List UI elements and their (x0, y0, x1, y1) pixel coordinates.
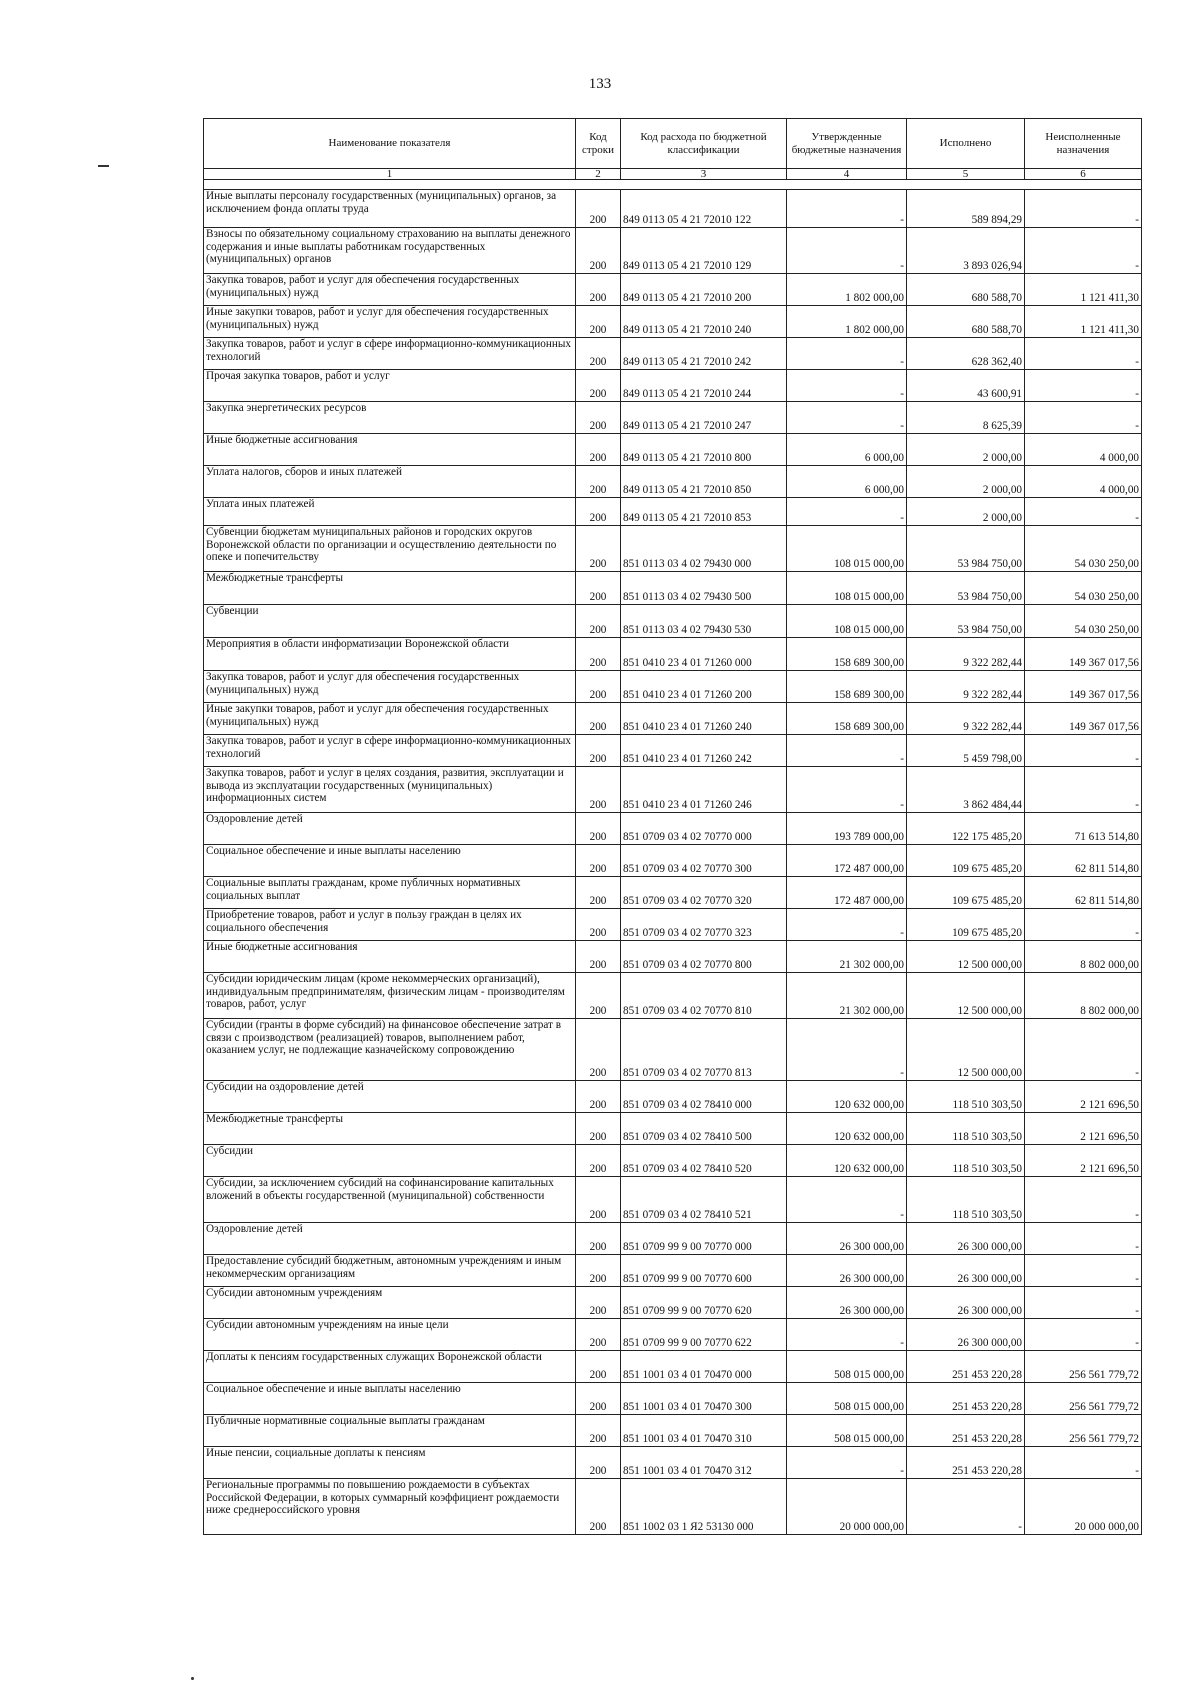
row-executed-amount: 109 675 485,20 (907, 909, 1025, 941)
row-line-code: 200 (576, 1145, 621, 1177)
row-executed-amount: 109 675 485,20 (907, 845, 1025, 877)
header-spacer (204, 180, 1142, 190)
margin-dash-mark (98, 165, 109, 167)
row-unexecuted-amount: 149 367 017,56 (1025, 671, 1142, 703)
row-approved-amount: - (787, 370, 907, 402)
row-executed-amount: 5 459 798,00 (907, 735, 1025, 767)
row-unexecuted-amount: 8 802 000,00 (1025, 973, 1142, 1019)
row-indicator-name: Социальное обеспечение и иные выплаты населению (204, 845, 576, 877)
table-body (204, 190, 1142, 1535)
row-executed-amount: 118 510 303,50 (907, 1081, 1025, 1113)
table-row (204, 735, 1142, 767)
row-indicator-name: Прочая закупка товаров, работ и услуг (204, 370, 576, 402)
table-row (204, 813, 1142, 845)
row-indicator-name: Уплата налогов, сборов и иных платежей (204, 466, 576, 498)
row-indicator-name: Закупка товаров, работ и услуг в сфере информационно-коммуникационных технологий (204, 735, 576, 767)
row-unexecuted-amount: - (1025, 1287, 1142, 1319)
row-approved-amount: - (787, 1447, 907, 1479)
row-line-code: 200 (576, 813, 621, 845)
row-indicator-name: Межбюджетные трансферты (204, 1113, 576, 1145)
row-unexecuted-amount: - (1025, 402, 1142, 434)
row-approved-amount: 26 300 000,00 (787, 1223, 907, 1255)
row-budget-code: 851 0709 03 4 02 78410 520 (621, 1145, 787, 1177)
table-row (204, 1113, 1142, 1145)
row-unexecuted-amount: 71 613 514,80 (1025, 813, 1142, 845)
row-executed-amount: 3 893 026,94 (907, 228, 1025, 274)
row-approved-amount: 26 300 000,00 (787, 1287, 907, 1319)
row-budget-code: 851 0709 03 4 02 70770 323 (621, 909, 787, 941)
row-executed-amount: 118 510 303,50 (907, 1145, 1025, 1177)
row-budget-code: 851 0709 99 9 00 70770 620 (621, 1287, 787, 1319)
row-unexecuted-amount: 2 121 696,50 (1025, 1113, 1142, 1145)
row-line-code: 200 (576, 1177, 621, 1223)
row-unexecuted-amount: - (1025, 498, 1142, 526)
row-approved-amount: 20 000 000,00 (787, 1479, 907, 1535)
row-line-code: 200 (576, 735, 621, 767)
row-indicator-name: Доплаты к пенсиям государственных служащих Воронежской области (204, 1351, 576, 1383)
row-indicator-name: Субсидии автономным учреждениям (204, 1287, 576, 1319)
row-executed-amount: 12 500 000,00 (907, 941, 1025, 973)
header-executed: Исполнено (907, 119, 1025, 169)
row-line-code: 200 (576, 228, 621, 274)
table-row (204, 274, 1142, 306)
row-unexecuted-amount: 256 561 779,72 (1025, 1415, 1142, 1447)
header-indicator-name: Наименование показателя (204, 119, 576, 169)
row-budget-code: 851 0709 99 9 00 70770 622 (621, 1319, 787, 1351)
row-unexecuted-amount: - (1025, 1177, 1142, 1223)
row-approved-amount: 21 302 000,00 (787, 941, 907, 973)
row-line-code: 200 (576, 1019, 621, 1081)
table-row (204, 306, 1142, 338)
row-budget-code: 851 0709 03 4 02 70770 800 (621, 941, 787, 973)
row-indicator-name: Приобретение товаров, работ и услуг в пользу граждан в целях их социального обеспечения (204, 909, 576, 941)
column-number: 5 (907, 169, 1025, 180)
row-line-code: 200 (576, 1479, 621, 1535)
table-row (204, 1479, 1142, 1535)
row-executed-amount: 118 510 303,50 (907, 1177, 1025, 1223)
row-executed-amount: 53 984 750,00 (907, 526, 1025, 572)
row-line-code: 200 (576, 941, 621, 973)
row-approved-amount: 172 487 000,00 (787, 877, 907, 909)
row-unexecuted-amount: - (1025, 1447, 1142, 1479)
header-unexecuted-appropriations: Неисполненные назначения (1025, 119, 1142, 169)
row-budget-code: 851 0113 03 4 02 79430 530 (621, 605, 787, 638)
row-approved-amount: - (787, 767, 907, 813)
row-executed-amount: 8 625,39 (907, 402, 1025, 434)
table-row (204, 1415, 1142, 1447)
row-budget-code: 851 0709 03 4 02 70770 813 (621, 1019, 787, 1081)
row-budget-code: 849 0113 05 4 21 72010 850 (621, 466, 787, 498)
row-budget-code: 851 1001 03 4 01 70470 310 (621, 1415, 787, 1447)
row-executed-amount: 122 175 485,20 (907, 813, 1025, 845)
row-line-code: 200 (576, 370, 621, 402)
row-approved-amount: 158 689 300,00 (787, 703, 907, 735)
row-executed-amount: 680 588,70 (907, 306, 1025, 338)
row-executed-amount: 9 322 282,44 (907, 638, 1025, 671)
table-row (204, 1287, 1142, 1319)
row-budget-code: 851 1001 03 4 01 70470 300 (621, 1383, 787, 1415)
table-row (204, 1447, 1142, 1479)
row-approved-amount: 108 015 000,00 (787, 572, 907, 605)
row-executed-amount: 26 300 000,00 (907, 1223, 1025, 1255)
row-indicator-name: Субсидии (гранты в форме субсидий) на финансовое обеспечение затрат в связи с производством (реализацией) товаров, выполнением работ, оказанием услуг, не подлежащие казначейскому сопровождению (204, 1019, 576, 1081)
row-unexecuted-amount: 2 121 696,50 (1025, 1145, 1142, 1177)
table-row (204, 434, 1142, 466)
table-row (204, 767, 1142, 813)
row-approved-amount: 6 000,00 (787, 466, 907, 498)
row-budget-code: 851 0709 99 9 00 70770 000 (621, 1223, 787, 1255)
row-line-code: 200 (576, 703, 621, 735)
table-row (204, 1319, 1142, 1351)
row-approved-amount: - (787, 1019, 907, 1081)
row-unexecuted-amount: 20 000 000,00 (1025, 1479, 1142, 1535)
row-unexecuted-amount: - (1025, 767, 1142, 813)
row-budget-code: 849 0113 05 4 21 72010 247 (621, 402, 787, 434)
table-row (204, 1351, 1142, 1383)
row-approved-amount: 193 789 000,00 (787, 813, 907, 845)
row-approved-amount: - (787, 735, 907, 767)
row-indicator-name: Субсидии, за исключением субсидий на софинансирование капитальных вложений в объекты государственной (муниципальной) собственности (204, 1177, 576, 1223)
row-approved-amount: 120 632 000,00 (787, 1113, 907, 1145)
row-executed-amount: 589 894,29 (907, 190, 1025, 228)
row-unexecuted-amount: 54 030 250,00 (1025, 572, 1142, 605)
row-budget-code: 851 0410 23 4 01 71260 200 (621, 671, 787, 703)
row-executed-amount: 53 984 750,00 (907, 572, 1025, 605)
row-unexecuted-amount: 62 811 514,80 (1025, 877, 1142, 909)
table-row (204, 338, 1142, 370)
row-executed-amount: 109 675 485,20 (907, 877, 1025, 909)
row-executed-amount: 680 588,70 (907, 274, 1025, 306)
row-executed-amount: 43 600,91 (907, 370, 1025, 402)
row-indicator-name: Социальные выплаты гражданам, кроме публичных нормативных социальных выплат (204, 877, 576, 909)
table-row (204, 228, 1142, 274)
row-approved-amount: 1 802 000,00 (787, 274, 907, 306)
row-indicator-name: Закупка товаров, работ и услуг в сфере информационно-коммуникационных технологий (204, 338, 576, 370)
row-line-code: 200 (576, 909, 621, 941)
column-number: 3 (621, 169, 787, 180)
row-unexecuted-amount: 4 000,00 (1025, 466, 1142, 498)
row-budget-code: 851 0113 03 4 02 79430 500 (621, 572, 787, 605)
row-line-code: 200 (576, 1081, 621, 1113)
table-row (204, 941, 1142, 973)
row-approved-amount: - (787, 338, 907, 370)
table-row (204, 402, 1142, 434)
row-executed-amount: 9 322 282,44 (907, 703, 1025, 735)
row-indicator-name: Иные пенсии, социальные доплаты к пенсиям (204, 1447, 576, 1479)
row-budget-code: 851 0709 03 4 02 78410 500 (621, 1113, 787, 1145)
row-approved-amount: 508 015 000,00 (787, 1415, 907, 1447)
table-row (204, 973, 1142, 1019)
row-line-code: 200 (576, 306, 621, 338)
row-approved-amount: - (787, 190, 907, 228)
row-budget-code: 851 1002 03 1 Я2 53130 000 (621, 1479, 787, 1535)
row-unexecuted-amount: 256 561 779,72 (1025, 1383, 1142, 1415)
row-line-code: 200 (576, 1351, 621, 1383)
row-indicator-name: Субвенции бюджетам муниципальных районов и городских округов Воронежской области по организации и осуществлению деятельности по опеке и попечительству (204, 526, 576, 572)
row-indicator-name: Межбюджетные трансферты (204, 572, 576, 605)
row-budget-code: 851 0709 03 4 02 78410 521 (621, 1177, 787, 1223)
row-approved-amount: 26 300 000,00 (787, 1255, 907, 1287)
row-unexecuted-amount: - (1025, 190, 1142, 228)
row-approved-amount: 158 689 300,00 (787, 638, 907, 671)
row-indicator-name: Публичные нормативные социальные выплаты гражданам (204, 1415, 576, 1447)
row-indicator-name: Мероприятия в области информатизации Воронежской области (204, 638, 576, 671)
row-indicator-name: Иные выплаты персоналу государственных (муниципальных) органов, за исключением фонда оплаты труда (204, 190, 576, 228)
row-line-code: 200 (576, 274, 621, 306)
row-indicator-name: Субсидии автономным учреждениям на иные цели (204, 1319, 576, 1351)
header-budget-classification-code: Код расхода по бюджетной классификации (621, 119, 787, 169)
row-approved-amount: 158 689 300,00 (787, 671, 907, 703)
row-unexecuted-amount: 62 811 514,80 (1025, 845, 1142, 877)
row-unexecuted-amount: 54 030 250,00 (1025, 605, 1142, 638)
row-line-code: 200 (576, 638, 621, 671)
table-row (204, 1019, 1142, 1081)
row-approved-amount: - (787, 402, 907, 434)
table-row (204, 1223, 1142, 1255)
table-row (204, 498, 1142, 526)
row-unexecuted-amount: - (1025, 1019, 1142, 1081)
row-line-code: 200 (576, 1255, 621, 1287)
row-unexecuted-amount: 54 030 250,00 (1025, 526, 1142, 572)
row-unexecuted-amount: 149 367 017,56 (1025, 638, 1142, 671)
row-indicator-name: Взносы по обязательному социальному страхованию на выплаты денежного содержания и иные выплаты работникам государственных (муниципальных) органов (204, 228, 576, 274)
row-line-code: 200 (576, 1223, 621, 1255)
row-indicator-name: Субвенции (204, 605, 576, 638)
table-row (204, 877, 1142, 909)
row-indicator-name: Предоставление субсидий бюджетным, автономным учреждениям и иным некоммерческим организациям (204, 1255, 576, 1287)
row-budget-code: 851 0410 23 4 01 71260 240 (621, 703, 787, 735)
row-executed-amount: 628 362,40 (907, 338, 1025, 370)
row-budget-code: 849 0113 05 4 21 72010 200 (621, 274, 787, 306)
table-row (204, 1145, 1142, 1177)
table-row (204, 370, 1142, 402)
row-indicator-name: Иные закупки товаров, работ и услуг для обеспечения государственных (муниципальных) нужд (204, 703, 576, 735)
row-unexecuted-amount: 2 121 696,50 (1025, 1081, 1142, 1113)
table-row (204, 1383, 1142, 1415)
row-unexecuted-amount: - (1025, 1319, 1142, 1351)
row-approved-amount: 108 015 000,00 (787, 526, 907, 572)
row-executed-amount: 53 984 750,00 (907, 605, 1025, 638)
row-budget-code: 849 0113 05 4 21 72010 244 (621, 370, 787, 402)
row-executed-amount: 251 453 220,28 (907, 1383, 1025, 1415)
row-executed-amount: 26 300 000,00 (907, 1255, 1025, 1287)
table-row (204, 190, 1142, 228)
row-budget-code: 849 0113 05 4 21 72010 240 (621, 306, 787, 338)
row-indicator-name: Уплата иных платежей (204, 498, 576, 526)
table-row (204, 845, 1142, 877)
row-budget-code: 851 0709 03 4 02 70770 320 (621, 877, 787, 909)
row-executed-amount: 12 500 000,00 (907, 1019, 1025, 1081)
row-unexecuted-amount: - (1025, 228, 1142, 274)
row-approved-amount: - (787, 498, 907, 526)
row-unexecuted-amount: - (1025, 370, 1142, 402)
header-line-code: Код строки (576, 119, 621, 169)
row-budget-code: 851 0410 23 4 01 71260 246 (621, 767, 787, 813)
table-row (204, 671, 1142, 703)
row-line-code: 200 (576, 190, 621, 228)
row-line-code: 200 (576, 572, 621, 605)
row-line-code: 200 (576, 1287, 621, 1319)
row-indicator-name: Оздоровление детей (204, 813, 576, 845)
row-approved-amount: 21 302 000,00 (787, 973, 907, 1019)
row-line-code: 200 (576, 767, 621, 813)
row-line-code: 200 (576, 498, 621, 526)
row-indicator-name: Иные закупки товаров, работ и услуг для обеспечения государственных (муниципальных) нужд (204, 306, 576, 338)
row-approved-amount: - (787, 1319, 907, 1351)
row-indicator-name: Закупка товаров, работ и услуг в целях создания, развития, эксплуатации и вывода из эксплуатации государственных (муниципальных) информационных систем (204, 767, 576, 813)
row-executed-amount: 2 000,00 (907, 434, 1025, 466)
row-unexecuted-amount: 256 561 779,72 (1025, 1351, 1142, 1383)
row-budget-code: 851 0113 03 4 02 79430 000 (621, 526, 787, 572)
row-line-code: 200 (576, 526, 621, 572)
column-number: 1 (204, 169, 576, 180)
row-executed-amount: 2 000,00 (907, 466, 1025, 498)
row-indicator-name: Региональные программы по повышению рождаемости в субъектах Российской Федерации, в которых суммарный коэффициент рождаемости ниже среднероссийского уровня (204, 1479, 576, 1535)
row-budget-code: 851 1001 03 4 01 70470 312 (621, 1447, 787, 1479)
row-executed-amount: 12 500 000,00 (907, 973, 1025, 1019)
row-approved-amount: 120 632 000,00 (787, 1081, 907, 1113)
column-number: 6 (1025, 169, 1142, 180)
row-line-code: 200 (576, 1383, 621, 1415)
row-approved-amount: 120 632 000,00 (787, 1145, 907, 1177)
row-budget-code: 851 0709 03 4 02 70770 000 (621, 813, 787, 845)
margin-dot-mark (191, 1677, 194, 1680)
row-budget-code: 851 1001 03 4 01 70470 000 (621, 1351, 787, 1383)
row-line-code: 200 (576, 605, 621, 638)
row-indicator-name: Закупка товаров, работ и услуг для обеспечения государственных (муниципальных) нужд (204, 274, 576, 306)
row-executed-amount: 9 322 282,44 (907, 671, 1025, 703)
row-budget-code: 849 0113 05 4 21 72010 129 (621, 228, 787, 274)
row-line-code: 200 (576, 1319, 621, 1351)
row-indicator-name: Субсидии (204, 1145, 576, 1177)
row-indicator-name: Закупка товаров, работ и услуг для обеспечения государственных (муниципальных) нужд (204, 671, 576, 703)
row-executed-amount: - (907, 1479, 1025, 1535)
row-line-code: 200 (576, 973, 621, 1019)
row-executed-amount: 251 453 220,28 (907, 1351, 1025, 1383)
row-unexecuted-amount: - (1025, 909, 1142, 941)
row-unexecuted-amount: 149 367 017,56 (1025, 703, 1142, 735)
table-row (204, 466, 1142, 498)
row-budget-code: 849 0113 05 4 21 72010 853 (621, 498, 787, 526)
row-approved-amount: 508 015 000,00 (787, 1383, 907, 1415)
row-approved-amount: 1 802 000,00 (787, 306, 907, 338)
budget-execution-table (203, 118, 1142, 1535)
header-approved-appropriations: Утвержденные бюджетные назначения (787, 119, 907, 169)
row-approved-amount: 508 015 000,00 (787, 1351, 907, 1383)
row-approved-amount: 172 487 000,00 (787, 845, 907, 877)
table-row (204, 638, 1142, 671)
row-indicator-name: Иные бюджетные ассигнования (204, 941, 576, 973)
row-unexecuted-amount: 4 000,00 (1025, 434, 1142, 466)
row-indicator-name: Субсидии на оздоровление детей (204, 1081, 576, 1113)
table-row (204, 1177, 1142, 1223)
row-executed-amount: 26 300 000,00 (907, 1319, 1025, 1351)
row-executed-amount: 251 453 220,28 (907, 1447, 1025, 1479)
table-row (204, 605, 1142, 638)
page-number: 133 (588, 76, 612, 92)
row-line-code: 200 (576, 1415, 621, 1447)
row-budget-code: 851 0709 03 4 02 78410 000 (621, 1081, 787, 1113)
row-line-code: 200 (576, 434, 621, 466)
row-line-code: 200 (576, 338, 621, 370)
row-budget-code: 849 0113 05 4 21 72010 122 (621, 190, 787, 228)
row-approved-amount: - (787, 228, 907, 274)
row-budget-code: 851 0709 03 4 02 70770 810 (621, 973, 787, 1019)
row-unexecuted-amount: 1 121 411,30 (1025, 274, 1142, 306)
row-executed-amount: 26 300 000,00 (907, 1287, 1025, 1319)
row-line-code: 200 (576, 402, 621, 434)
row-approved-amount: - (787, 1177, 907, 1223)
row-indicator-name: Иные бюджетные ассигнования (204, 434, 576, 466)
row-line-code: 200 (576, 845, 621, 877)
column-number: 4 (787, 169, 907, 180)
row-indicator-name: Субсидии юридическим лицам (кроме некоммерческих организаций), индивидуальным предпринимателям, физическим лицам - производителям товаров, работ, услуг (204, 973, 576, 1019)
row-approved-amount: - (787, 909, 907, 941)
row-line-code: 200 (576, 1447, 621, 1479)
row-budget-code: 849 0113 05 4 21 72010 800 (621, 434, 787, 466)
row-unexecuted-amount: 1 121 411,30 (1025, 306, 1142, 338)
row-budget-code: 851 0410 23 4 01 71260 242 (621, 735, 787, 767)
row-budget-code: 851 0410 23 4 01 71260 000 (621, 638, 787, 671)
table-row (204, 526, 1142, 572)
row-indicator-name: Социальное обеспечение и иные выплаты населению (204, 1383, 576, 1415)
row-line-code: 200 (576, 877, 621, 909)
row-line-code: 200 (576, 466, 621, 498)
row-budget-code: 851 0709 99 9 00 70770 600 (621, 1255, 787, 1287)
row-unexecuted-amount: - (1025, 338, 1142, 370)
table-header (204, 119, 1142, 190)
row-approved-amount: 108 015 000,00 (787, 605, 907, 638)
row-unexecuted-amount: - (1025, 1255, 1142, 1287)
row-approved-amount: 6 000,00 (787, 434, 907, 466)
row-executed-amount: 251 453 220,28 (907, 1415, 1025, 1447)
table-row (204, 572, 1142, 605)
row-executed-amount: 3 862 484,44 (907, 767, 1025, 813)
table-row (204, 1255, 1142, 1287)
row-unexecuted-amount: - (1025, 735, 1142, 767)
row-unexecuted-amount: 8 802 000,00 (1025, 941, 1142, 973)
row-unexecuted-amount: - (1025, 1223, 1142, 1255)
row-line-code: 200 (576, 1113, 621, 1145)
row-budget-code: 851 0709 03 4 02 70770 300 (621, 845, 787, 877)
table-row (204, 1081, 1142, 1113)
row-budget-code: 849 0113 05 4 21 72010 242 (621, 338, 787, 370)
row-executed-amount: 2 000,00 (907, 498, 1025, 526)
row-indicator-name: Оздоровление детей (204, 1223, 576, 1255)
row-line-code: 200 (576, 671, 621, 703)
column-number: 2 (576, 169, 621, 180)
row-executed-amount: 118 510 303,50 (907, 1113, 1025, 1145)
row-indicator-name: Закупка энергетических ресурсов (204, 402, 576, 434)
table-row (204, 703, 1142, 735)
table-row (204, 909, 1142, 941)
